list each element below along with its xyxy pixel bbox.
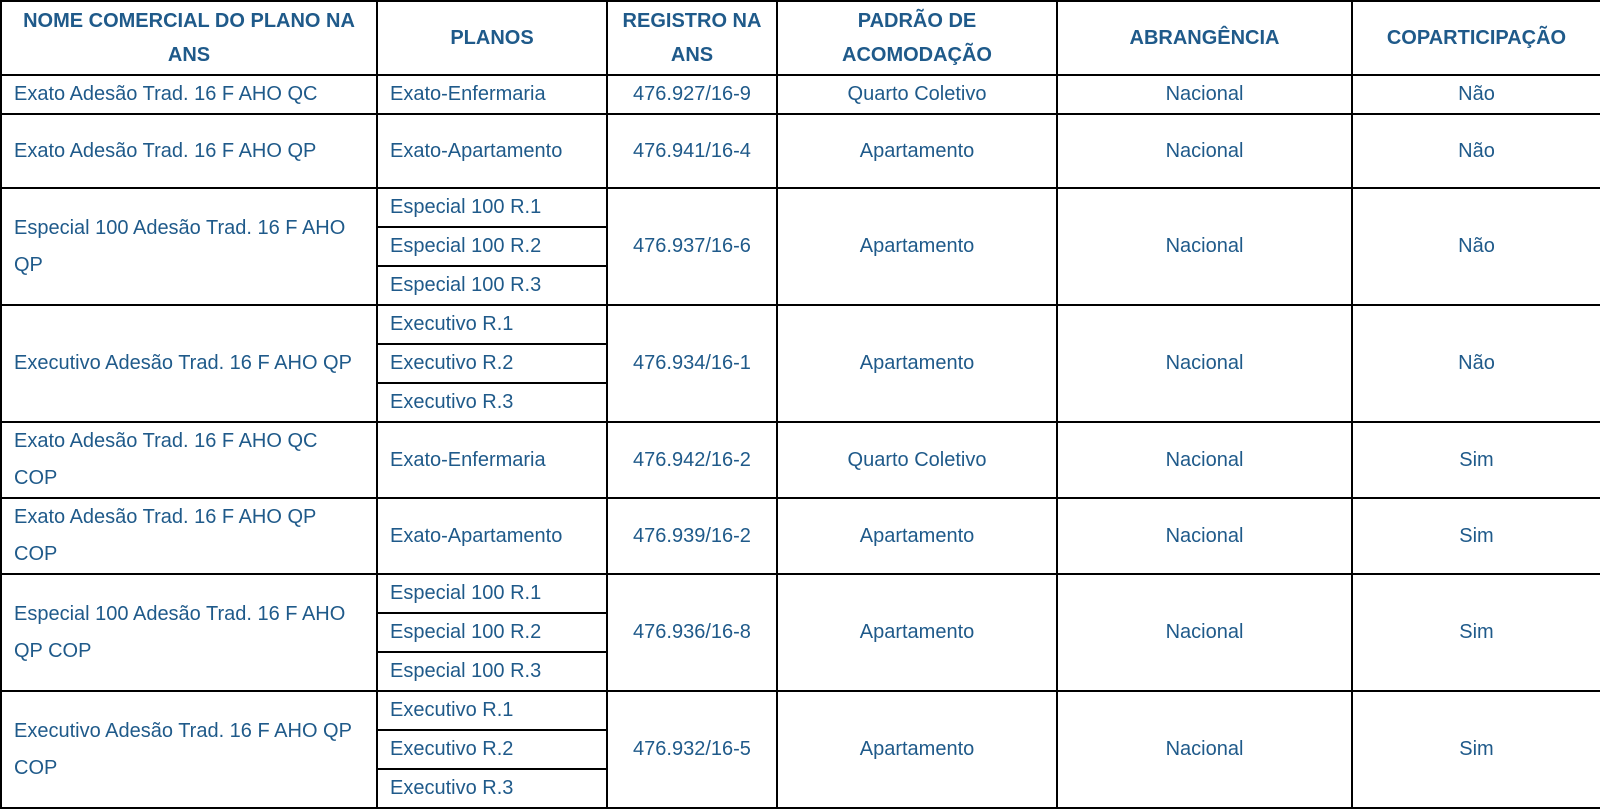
coparticipacao-cell: Não (1352, 114, 1600, 188)
coparticipacao-cell: Não (1352, 75, 1600, 114)
table-row (1, 305, 1600, 344)
registro-cell: 476.927/16-9 (607, 75, 777, 114)
plan-cell: Executivo R.3 (377, 383, 607, 422)
plan-cell: Exato-Apartamento (377, 498, 607, 574)
abrangencia-cell: Nacional (1057, 422, 1352, 498)
table-row (1, 75, 1600, 114)
registro-cell: 476.932/16-5 (607, 691, 777, 808)
header-row (1, 1, 1600, 75)
padrao-cell: Quarto Coletivo (777, 75, 1057, 114)
registro-cell: 476.937/16-6 (607, 188, 777, 305)
header-planos: PLANOS (377, 1, 607, 75)
plan-cell: Especial 100 R.2 (377, 613, 607, 652)
plan-name-cell: Executivo Adesão Trad. 16 F AHO QP (1, 305, 377, 422)
registro-cell: 476.942/16-2 (607, 422, 777, 498)
registro-cell: 476.936/16-8 (607, 574, 777, 691)
abrangencia-cell: Nacional (1057, 498, 1352, 574)
plan-name-cell: Especial 100 Adesão Trad. 16 F AHO QP COP (1, 574, 377, 691)
plan-cell: Executivo R.1 (377, 305, 607, 344)
padrao-cell: Apartamento (777, 498, 1057, 574)
plan-cell: Exato-Enfermaria (377, 75, 607, 114)
header-padrao: PADRÃO DE ACOMODAÇÃO (777, 1, 1057, 75)
plan-name-cell: Especial 100 Adesão Trad. 16 F AHO QP (1, 188, 377, 305)
plan-cell: Executivo R.2 (377, 730, 607, 769)
abrangencia-cell: Nacional (1057, 305, 1352, 422)
plan-name-cell: Exato Adesão Trad. 16 F AHO QC (1, 75, 377, 114)
plan-cell: Executivo R.2 (377, 344, 607, 383)
plan-cell: Exato-Enfermaria (377, 422, 607, 498)
header-registro: REGISTRO NA ANS (607, 1, 777, 75)
plan-cell: Especial 100 R.2 (377, 227, 607, 266)
header-abrangencia: ABRANGÊNCIA (1057, 1, 1352, 75)
header-coparticipacao: COPARTICIPAÇÃO (1352, 1, 1600, 75)
plan-cell: Exato-Apartamento (377, 114, 607, 188)
abrangencia-cell: Nacional (1057, 188, 1352, 305)
abrangencia-cell: Nacional (1057, 114, 1352, 188)
plan-name-cell: Exato Adesão Trad. 16 F AHO QP COP (1, 498, 377, 574)
table-row (1, 691, 1600, 730)
table-body (1, 75, 1600, 808)
plan-name-cell: Exato Adesão Trad. 16 F AHO QC COP (1, 422, 377, 498)
table-row (1, 498, 1600, 574)
plan-name-cell: Executivo Adesão Trad. 16 F AHO QP COP (1, 691, 377, 808)
registro-cell: 476.941/16-4 (607, 114, 777, 188)
table-row (1, 422, 1600, 498)
table-row (1, 188, 1600, 227)
plan-cell: Especial 100 R.1 (377, 188, 607, 227)
registro-cell: 476.939/16-2 (607, 498, 777, 574)
coparticipacao-cell: Sim (1352, 498, 1600, 574)
table-row (1, 114, 1600, 188)
padrao-cell: Apartamento (777, 114, 1057, 188)
padrao-cell: Quarto Coletivo (777, 422, 1057, 498)
padrao-cell: Apartamento (777, 691, 1057, 808)
coparticipacao-cell: Não (1352, 305, 1600, 422)
coparticipacao-cell: Sim (1352, 574, 1600, 691)
padrao-cell: Apartamento (777, 188, 1057, 305)
padrao-cell: Apartamento (777, 574, 1057, 691)
plan-cell: Especial 100 R.3 (377, 652, 607, 691)
header-nome: NOME COMERCIAL DO PLANO NA ANS (1, 1, 377, 75)
table-row (1, 574, 1600, 613)
coparticipacao-cell: Não (1352, 188, 1600, 305)
plan-name-cell: Exato Adesão Trad. 16 F AHO QP (1, 114, 377, 188)
plan-cell: Especial 100 R.3 (377, 266, 607, 305)
abrangencia-cell: Nacional (1057, 691, 1352, 808)
padrao-cell: Apartamento (777, 305, 1057, 422)
registro-cell: 476.934/16-1 (607, 305, 777, 422)
abrangencia-cell: Nacional (1057, 574, 1352, 691)
plan-cell: Executivo R.1 (377, 691, 607, 730)
plan-cell: Especial 100 R.1 (377, 574, 607, 613)
coparticipacao-cell: Sim (1352, 691, 1600, 808)
coparticipacao-cell: Sim (1352, 422, 1600, 498)
abrangencia-cell: Nacional (1057, 75, 1352, 114)
plan-cell: Executivo R.3 (377, 769, 607, 808)
